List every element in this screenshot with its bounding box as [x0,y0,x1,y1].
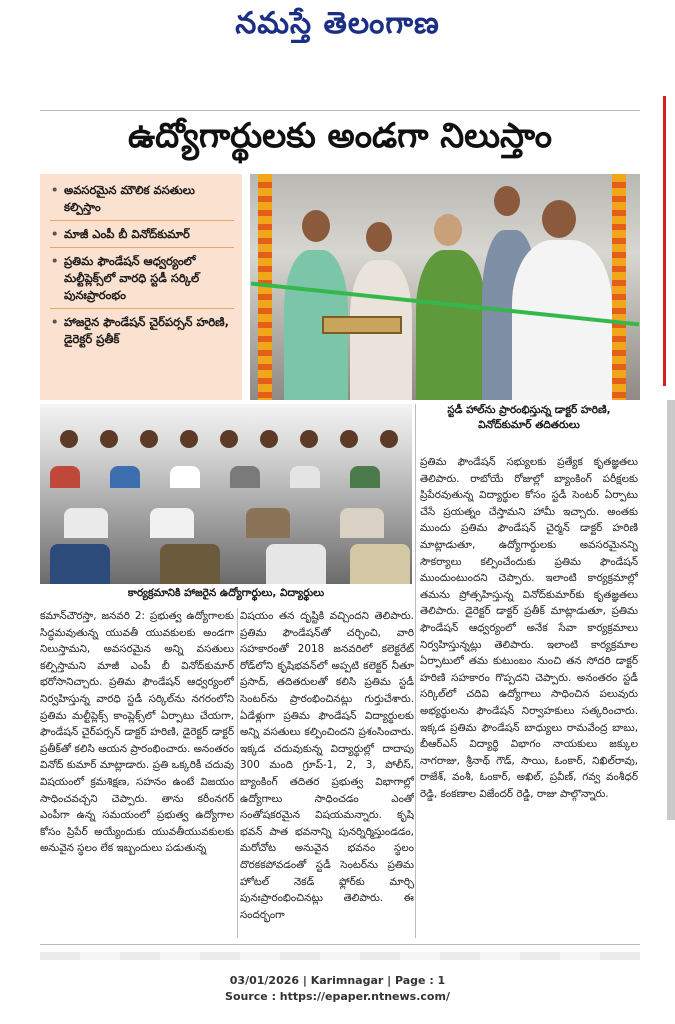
top-divider [40,110,640,111]
highlight-item: • హాజరైన ఫౌండేషన్ చైర్‌పర్సన్ హరిణి, డైరెక్టర్ ప్రతీక్ [50,314,234,352]
tray [322,316,402,334]
newspaper-logo: నమస్తే తెలంగాణ [235,6,440,41]
person-head [366,222,392,252]
highlight-item: • మాజీ ఎంపీ బీ వినోద్‌కుమార్ [50,226,234,248]
article-column-2: విషయం తన దృష్టికి వచ్చిందని తెలిపారు. ప్రతిమ ఫౌండేషన్‌తో చర్చించి, వారి సహకారంతో 2018 జనవరిలో కలెక్టరేట్ రోడ్‌లోని కృషిభవన్‌లో అప్పటి కలెక్టర్ నీతూ ప్రసాద్, తదితరులతో కలిసి ప్రతిమ స్టడీ సెంటర్‌ను ప్రారంభించినట్లు గుర్తుచేశారు. ఏడేళ్లుగా ప్రతిమ ఫౌండేషన్ విద్యార్థులకు అన్ని వసతులు కల్పించిందని ప్రశంసించారు. ఇక్కడ చదువుకున్న విద్యార్థుల్లో దాదాపు 300 మంది గ్రూప్-1, 2, 3, పోలీస్, బ్యాంకింగ్ తదితర ప్రభుత్వ విభాగాల్లో ఉద్యోగాలు సాధించడం ఎంతో సంతోషకరమైన విషయమన్నారు. కృషి భవన్ పాత భవనాన్ని పునర్నిర్మిస్తుండడం, మరోచోట అనువైన భవనం స్థలం దొరకకపోవడంతో స్టడీ సెంటర్‌ను ప్రతిమ హోటల్ నెకడ్ ఫ్లోర్‌కు మార్చి పునఃప్రారంభించినట్లు తెలిపారు. ఈ సందర్భంగా [240,610,414,921]
footer-edition-info: 03/01/2026 | Karimnagar | Page : 1 [229,974,446,987]
audience-row [40,508,412,534]
highlight-item: • ప్రతిమ ఫౌండేషన్ ఆధ్వర్యంలో మల్టీప్లెక్స్‌లో వారధి స్టడీ సర్కిల్ పునఃప్రారంభం [50,253,234,309]
footer-divider [40,944,640,945]
adjacent-page-edge [663,96,675,386]
person-head [542,200,576,238]
audience-row [40,544,412,570]
highlight-item: • అవసరమైన మౌలిక వసతులు కల్పిస్తాం [50,182,234,221]
highlights-box [40,174,242,400]
adjacent-page-strip [40,952,640,960]
adjacent-page-photo-edge [667,400,675,820]
person-head [494,186,520,216]
audience-row [40,466,412,492]
masthead [0,0,675,56]
photo-caption-hall: కార్యక్రమానికి హాజరైన ఉద్యోగార్థులు, విద్యార్థులు [127,587,325,599]
person-figure [416,250,486,400]
column-divider [237,608,238,938]
person-head [434,214,462,246]
article-headline: ఉద్యోగార్థులకు అండగా నిలుస్తాం [128,116,552,156]
person-head [302,210,330,242]
article-column-3: ప్రతిమ ఫౌండేషన్ సభ్యులకు ప్రత్యేక కృతజ్ఞతలు తెలిపారు. రాబోయే రోజుల్లో బ్యాంకింగ్ పరీక్షలకు ప్రిపేరవుతున్న విద్యార్థుల కోసం స్టడీ సెంటర్ ఏర్పాటు చేసే ప్రయత్నం చేస్తామని హామీ ఇచ్చారు. అంతకు ముందు ప్రతిమ ఫౌండేషన్ చైర్మన్ డాక్టర్ హరిణి మాట్లాడుతూ, ఉద్యోగార్థులకు అవసరమైనన్ని సౌకర్యాలు కల్పించేందుకు ప్రతిమ ఫౌండేషన్ ముందుంటుందని చెప్పారు. ఇలాంటి కార్యక్రమాల్లో తమను ప్రోత్సహిస్తున్న వినోద్‌కుమార్‌కు కృతజ్ఞతలు తెలిపారు. డైరెక్టర్ డాక్టర్ ప్రతీక్ మాట్లాడుతూ, ప్రతిమ ఫౌండేషన్ ఆధ్వర్యంలో అనేక సేవా కార్యక్రమాలు నిర్వహిస్తున్నట్లు తెలిపారు. ఇలాంటి కార్యక్రమాల ఏర్పాటులో తమ కుటుంబం నుంచి తన సోదరి డాక్టర్ హరిణి సహకారం గొప్పదని చెప్పారు. అనంతరం స్టడీ సర్కిల్‌లో చదివి ఉద్యోగాలు సాధించిన పలువురు అభ్యర్థులను ఫౌండేషన్ నిర్వాహకులు సత్కరించారు. ఇక్కడ ప్రతిమ ఫౌండేషన్ బాధ్యులు రామవేంద్ర బాబు, బీఆర్ఎస్ విద్యార్థి విభాగం నాయకులు జక్కుల నాగరాజు, శ్రీనాథ్ గౌడ్, సాయి, ఓంకార్, నిఖిల్‌రావు, రాజేశ్, వంశీ, ఓంకార్, అఖిల్, ప్రవీణ్, గవ్వ వంశీధర్ రెడ్డి, కంకణాల విజేందర్ రెడ్డి, రాజు పాల్గొన్నారు. [420,456,638,800]
ribbon-cutting-photo [250,174,640,400]
article-column-1: కమాన్‌చౌరస్తా, జనవరి 2: ప్రభుత్వ ఉద్యోగాలకు సిద్ధమవుతున్న యువతీ యువకులకు అండగా నిలుస్తామని, అవసరమైన అన్ని వసతులు కల్పిస్తామని మాజీ ఎంపీ బీ వినోద్‌కుమార్ భరోసానిచ్చారు. ప్రతిమ ఫౌండేషన్ ఆధ్వర్యంలో నిర్వహిస్తున్న వారధి స్టడీ సర్కిల్‌ను నగరంలోని ప్రతిమ మల్టీప్లెక్స్ కాంప్లెక్స్‌లో ఏర్పాటు చేయగా, ఫౌండేషన్ చైర్‌పర్సన్ డాక్టర్ హరిణి, డైరెక్టర్ డాక్టర్ ప్రతీక్‌తో కలిసి ఆయన ప్రారంభించారు. అనంతరం వినోద్ కుమార్ మాట్లాడారు. ప్రతి ఒక్కరికీ చదువు విషయంలో క్రమశిక్షణ, సహనం ఉంటే విజయం సాధించవచ్చని చెప్పారు. తాను కరీంనగర్ ఎంపీగా ఉన్న సమయంలో ప్రభుత్వ ఉద్యోగాల కోసం ప్రిపేర్ అయ్యేందుకు యువతీయువకులకు అనువైన స్థలం లేక ఇబ్బందులు పడుతున్న [40,610,234,855]
column-divider [415,404,416,938]
flower-garland [612,174,626,400]
photo-caption-ribbon: స్టడీ హాల్‌ను ప్రారంభిస్తున్న డాక్టర్ హరిణి, వినోద్‌కుమార్ తదితరులు [447,404,611,431]
footer-source: Source : https://epaper.ntnews.com/ [225,990,450,1003]
audience-row [40,430,412,456]
study-hall-photo [40,404,412,584]
